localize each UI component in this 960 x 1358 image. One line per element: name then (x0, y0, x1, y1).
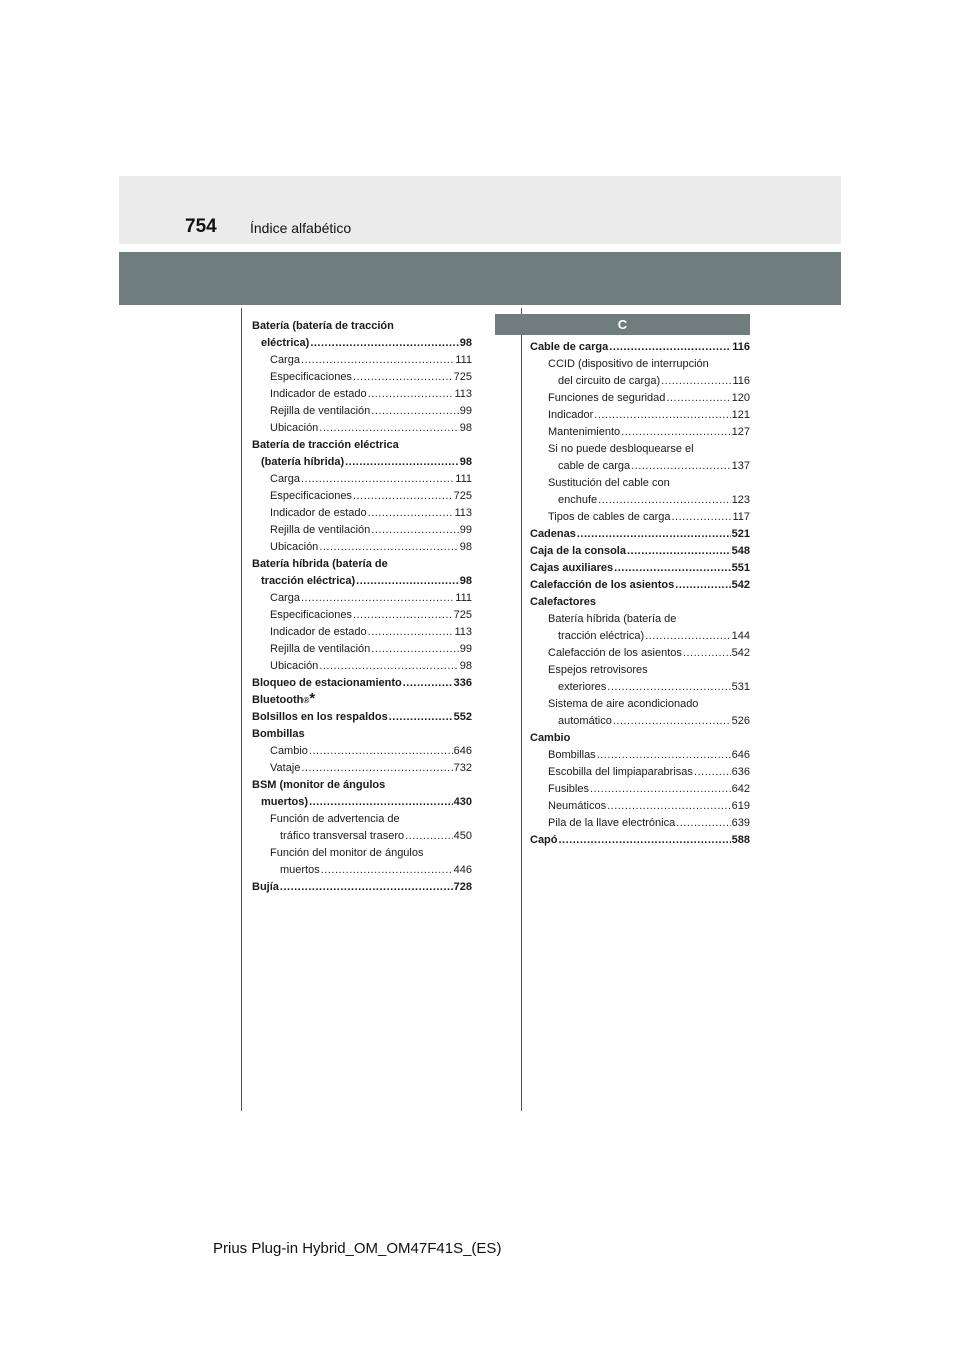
leader-dots (356, 573, 459, 590)
index-entry-term: Escobilla del limpiaparabrisas (548, 766, 693, 778)
index-entry (252, 811, 472, 845)
leader-dots (301, 352, 454, 369)
header-band (119, 252, 841, 305)
index-column-right (530, 339, 750, 849)
index-entry-term: Indicador de estado (270, 507, 367, 519)
index-entry (252, 420, 472, 437)
index-entry-term: Carga (270, 354, 300, 366)
index-entry (530, 390, 750, 407)
index-entry-term: Si no puede desbloquearse el (548, 443, 694, 455)
index-entry (530, 662, 750, 696)
leader-dots (597, 747, 731, 764)
index-entry (252, 743, 472, 760)
index-entry-term: Cambio (270, 745, 308, 757)
leader-dots (577, 526, 731, 543)
leader-dots (607, 679, 730, 696)
index-entry (252, 352, 472, 369)
index-entry-term: enchufe (558, 494, 598, 506)
leader-dots (613, 713, 731, 730)
index-entry-page: 588 (731, 834, 750, 846)
index-entry (530, 543, 750, 560)
index-entry-term: exteriores (558, 681, 607, 693)
index-entry-page: 98 (459, 541, 472, 553)
index-entry-term: Función del monitor de ángulos (270, 847, 424, 859)
leader-dots (627, 543, 731, 560)
index-entry-page: 521 (731, 528, 750, 540)
index-entry-term: Cajas auxiliares (530, 562, 614, 574)
index-entry (530, 475, 750, 509)
index-entry-page: 552 (453, 711, 472, 723)
index-entry (530, 696, 750, 730)
leader-dots (353, 607, 453, 624)
leader-dots (598, 492, 730, 509)
index-entry-term: eléctrica) (261, 337, 310, 349)
index-entry (530, 832, 750, 849)
index-entry (530, 645, 750, 662)
index-entry-term: Espejos retrovisores (548, 664, 648, 676)
index-entry-page: 117 (732, 511, 750, 523)
index-entry-page: 113 (454, 388, 472, 400)
leader-dots (621, 424, 730, 441)
leader-dots (353, 369, 453, 386)
leader-dots (683, 645, 731, 662)
index-entry (530, 781, 750, 798)
index-entry-page: 113 (454, 626, 472, 638)
index-entry (530, 611, 750, 645)
index-entry-page: 98 (459, 575, 472, 587)
index-entry-page: 123 (731, 494, 750, 506)
index-entry (252, 879, 472, 896)
leader-dots (594, 407, 730, 424)
leader-dots (371, 403, 458, 420)
index-entry-term: Bloqueo de estacionamiento (252, 677, 402, 689)
index-entry (530, 594, 750, 611)
index-entry-term: Bolsillos en los respaldos (252, 711, 388, 723)
index-entry-term: Ubicación (270, 541, 319, 553)
index-entry-term: BSM (monitor de ángulos (252, 779, 386, 791)
index-entry (252, 386, 472, 403)
index-entry-term: Rejilla de ventilación (270, 524, 371, 536)
leader-dots (672, 509, 732, 526)
index-entry-term: del circuito de carga) (558, 375, 661, 387)
index-entry (530, 730, 750, 747)
index-entry-page: 732 (453, 762, 472, 774)
leader-dots (301, 590, 454, 607)
index-entry-term: Cable de carga (530, 341, 609, 353)
index-entry-term: Batería (batería de tracción (252, 320, 394, 332)
index-entry-term: Carga (270, 473, 300, 485)
index-entry (252, 760, 472, 777)
index-entry-term: Bluetooth (252, 694, 304, 706)
column-divider-left (241, 308, 242, 1111)
index-entry-page: 111 (455, 473, 472, 485)
index-entry (252, 437, 472, 471)
index-entry-term: Cadenas (530, 528, 576, 540)
index-entry-term: Pila de la llave electrónica (548, 817, 676, 829)
index-entry-page: 646 (731, 749, 750, 761)
index-column-left (252, 318, 472, 896)
index-entry (252, 556, 472, 590)
index-entry (252, 726, 472, 743)
index-entry (252, 318, 472, 352)
index-entry-page: 111 (455, 354, 472, 366)
index-entry-page: 127 (731, 426, 750, 438)
leader-dots (666, 390, 730, 407)
index-entry (252, 709, 472, 726)
index-entry-term: Neumáticos (548, 800, 607, 812)
index-entry-page: 526 (731, 715, 750, 727)
index-entry (530, 424, 750, 441)
index-entry-term: Cambio (530, 732, 571, 744)
index-entry-page: 111 (455, 592, 472, 604)
index-entry-term: Ubicación (270, 422, 319, 434)
leader-dots (345, 454, 459, 471)
section-title: Índice alfabético (250, 220, 352, 236)
index-entry-term: tráfico transversal trasero (280, 830, 405, 842)
index-entry-page: 98 (459, 422, 472, 434)
index-entry (252, 675, 472, 692)
index-entry-page: 725 (453, 609, 472, 621)
index-entry-page: 137 (731, 460, 750, 472)
leader-dots (371, 522, 458, 539)
index-entry-term: Función de advertencia de (270, 813, 400, 825)
header-top-band (119, 176, 841, 244)
leader-dots (614, 560, 730, 577)
index-entry (252, 658, 472, 675)
leader-dots (676, 815, 730, 832)
index-entry (530, 356, 750, 390)
index-entry-term: automático (558, 715, 612, 727)
index-entry-page: 99 (459, 405, 472, 417)
index-entry-page: 639 (731, 817, 750, 829)
leader-dots (321, 862, 453, 879)
index-entry-page: 646 (453, 745, 472, 757)
leader-dots (301, 760, 452, 777)
index-entry-term: Calefactores (530, 596, 597, 608)
index-entry-term: muertos) (261, 796, 309, 808)
leader-dots (310, 335, 458, 352)
index-entry (252, 403, 472, 420)
index-entry-term: Batería híbrida (batería de (252, 558, 388, 570)
leader-dots (405, 828, 453, 845)
index-entry-page: 98 (459, 456, 472, 468)
index-entry (530, 339, 750, 356)
index-entry-page: 636 (731, 766, 750, 778)
index-entry-term: Caja de la consola (530, 545, 626, 557)
index-entry (252, 369, 472, 386)
index-entry (530, 747, 750, 764)
leader-dots (645, 628, 730, 645)
leader-dots (559, 832, 731, 849)
index-entry-page: 619 (731, 800, 750, 812)
index-entry-term: Rejilla de ventilación (270, 643, 371, 655)
leader-dots (607, 798, 731, 815)
index-entry-page: 725 (453, 371, 472, 383)
index-entry-page: 725 (453, 490, 472, 502)
index-entry-page: 98 (459, 660, 472, 672)
index-entry-page: 542 (731, 647, 750, 659)
leader-dots (309, 794, 453, 811)
index-entry-page: 430 (453, 796, 472, 808)
index-entry (530, 560, 750, 577)
index-entry (252, 539, 472, 556)
index-entry (530, 441, 750, 475)
index-entry-term: Bombillas (252, 728, 305, 740)
column-divider-right (521, 308, 522, 1111)
leader-dots (631, 458, 730, 475)
index-entry-term: Bombillas (548, 749, 596, 761)
index-entry-term: Especificaciones (270, 371, 352, 383)
index-entry-page: 116 (732, 375, 750, 387)
index-entry (530, 509, 750, 526)
index-entry-term: Mantenimiento (548, 426, 621, 438)
leader-dots (309, 743, 453, 760)
index-entry-term: Sustitución del cable con (548, 477, 670, 489)
leader-dots (368, 624, 454, 641)
index-entry (252, 624, 472, 641)
leader-dots (661, 373, 731, 390)
index-entry (530, 815, 750, 832)
index-entry-term: Batería de tracción eléctrica (252, 439, 399, 451)
leader-dots (590, 781, 731, 798)
leader-dots (675, 577, 730, 594)
index-entry-term: tracción eléctrica) (558, 630, 645, 642)
index-entry-term: Carga (270, 592, 300, 604)
letter-tab: C (495, 314, 750, 335)
index-entry-page: 642 (731, 783, 750, 795)
index-entry (252, 777, 472, 811)
index-entry-term: CCID (dispositivo de interrupción (548, 358, 709, 370)
index-entry-page: 99 (459, 643, 472, 655)
index-entry-term: Calefacción de los asientos (548, 647, 682, 659)
index-entry-page: 116 (732, 341, 750, 353)
index-entry (252, 505, 472, 522)
index-entry (530, 526, 750, 543)
index-entry-term: Funciones de seguridad (548, 392, 666, 404)
index-entry-page: 144 (731, 630, 750, 642)
index-entry (252, 471, 472, 488)
index-entry-term: Calefacción de los asientos (530, 579, 675, 591)
index-entry-page: 121 (731, 409, 750, 421)
leader-dots (368, 505, 454, 522)
index-entry (252, 607, 472, 624)
index-entry-term: Fusibles (548, 783, 589, 795)
index-entry-term: Vataje (270, 762, 301, 774)
leader-dots (319, 420, 458, 437)
index-entry-term: Indicador (548, 409, 594, 421)
index-entry-page: 120 (731, 392, 750, 404)
index-entry-page: 551 (731, 562, 750, 574)
index-entry-page: 548 (731, 545, 750, 557)
leader-dots (301, 471, 454, 488)
leader-dots (319, 539, 458, 556)
index-entry-term: Sistema de aire acondicionado (548, 698, 699, 710)
index-entry-term: (batería híbrida) (261, 456, 345, 468)
index-entry-page: 450 (453, 830, 472, 842)
index-entry-term: Batería híbrida (batería de (548, 613, 677, 625)
footer-manual-id: Prius Plug-in Hybrid_OM_OM47F41S_(ES) (213, 1240, 502, 1257)
index-entry (530, 798, 750, 815)
leader-dots (609, 339, 731, 356)
index-entry-page: 99 (459, 524, 472, 536)
index-entry (530, 577, 750, 594)
index-entry-page: 531 (731, 681, 750, 693)
index-entry (252, 522, 472, 539)
leader-dots (371, 641, 458, 658)
index-entry (252, 641, 472, 658)
index-entry (530, 764, 750, 781)
index-entry-term: Rejilla de ventilación (270, 405, 371, 417)
index-entry-page: 728 (453, 881, 472, 893)
index-entry-term: Especificaciones (270, 609, 352, 621)
index-entry-term: Capó (530, 834, 558, 846)
index-entry (252, 488, 472, 505)
index-entry-page: 98 (459, 337, 472, 349)
index-entry-term: Indicador de estado (270, 388, 367, 400)
index-entry-term: Bujía (252, 881, 279, 893)
index-entry-page: 542 (731, 579, 750, 591)
leader-dots (368, 386, 454, 403)
index-entry-term: Especificaciones (270, 490, 352, 502)
index-entry-page: 336 (453, 677, 472, 689)
index-entry-term: cable de carga (558, 460, 631, 472)
index-entry (252, 845, 472, 879)
leader-dots (353, 488, 453, 505)
index-entry-term: Tipos de cables de carga (548, 511, 671, 523)
index-entry-term: muertos (280, 864, 320, 876)
index-entry-page: 446 (453, 864, 472, 876)
index-entry-term: Indicador de estado (270, 626, 367, 638)
leader-dots (389, 709, 453, 726)
index-entry (530, 407, 750, 424)
leader-dots (694, 764, 731, 781)
leader-dots (319, 658, 458, 675)
leader-dots (403, 675, 453, 692)
index-entry-page: 113 (454, 507, 472, 519)
page-number: 754 (185, 216, 217, 237)
leader-dots (280, 879, 453, 896)
index-entry-term: Ubicación (270, 660, 319, 672)
index-entry: Bluetooth ® * (252, 690, 316, 707)
index-entry-term: tracción eléctrica) (261, 575, 356, 587)
index-entry (252, 590, 472, 607)
